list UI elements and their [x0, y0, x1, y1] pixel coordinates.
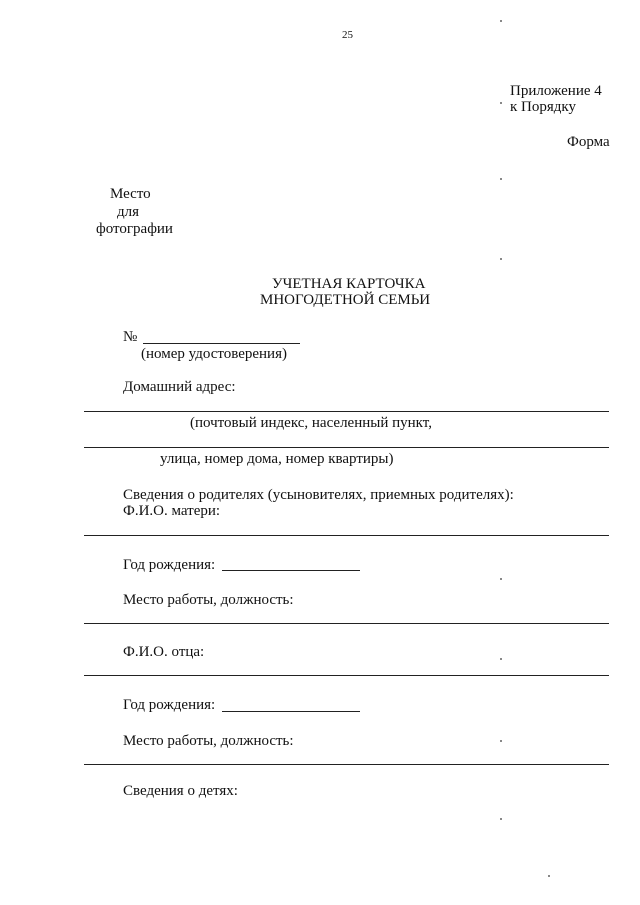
photo-place-line3: фотографии — [96, 221, 173, 237]
scan-speck — [500, 102, 502, 104]
mother-birth-year-field[interactable] — [222, 570, 360, 571]
father-name-label: Ф.И.О. отца: — [123, 644, 205, 660]
address-hint-1: (почтовый индекс, населенный пункт, — [190, 415, 432, 431]
scan-speck — [500, 258, 502, 260]
mother-work-label: Место работы, должность: — [123, 592, 294, 608]
address-hint-2: улица, номер дома, номер квартиры) — [160, 451, 394, 467]
photo-place-line1: Место — [110, 186, 151, 202]
mother-work-field[interactable] — [84, 623, 609, 624]
scan-speck — [500, 20, 502, 22]
scan-speck — [500, 740, 502, 742]
scan-speck — [500, 178, 502, 180]
document-title-line2: МНОГОДЕТНОЙ СЕМЬИ — [260, 292, 431, 308]
father-name-field[interactable] — [84, 675, 609, 676]
children-info-label: Сведения о детях: — [123, 783, 238, 799]
scan-speck — [500, 578, 502, 580]
father-birth-year-label: Год рождения: — [123, 697, 216, 713]
father-work-field[interactable] — [84, 764, 609, 765]
father-birth-year-field[interactable] — [222, 711, 360, 712]
appendix-label: Приложение 4 — [510, 83, 602, 99]
father-work-label: Место работы, должность: — [123, 733, 294, 749]
address-field-1[interactable] — [84, 411, 609, 412]
photo-place-line2: для — [117, 204, 140, 220]
parents-info-label: Сведения о родителях (усыновителях, приемных родителях): — [123, 487, 514, 503]
mother-name-field[interactable] — [84, 535, 609, 536]
certificate-number-hint: (номер удостоверения) — [141, 346, 287, 362]
mother-name-label: Ф.И.О. матери: — [123, 503, 221, 519]
document-title-line1: УЧЕТНАЯ КАРТОЧКА — [272, 276, 426, 292]
form-label: Форма — [567, 134, 610, 150]
mother-birth-year-label: Год рождения: — [123, 557, 216, 573]
scan-speck — [500, 818, 502, 820]
page-number: 25 — [342, 29, 353, 41]
address-field-2[interactable] — [84, 447, 609, 448]
home-address-label: Домашний адрес: — [123, 379, 236, 395]
order-reference: к Порядку — [510, 99, 576, 115]
scan-speck — [548, 875, 550, 877]
number-sign: № — [123, 329, 138, 345]
certificate-number-field[interactable] — [143, 343, 300, 344]
scan-speck — [500, 658, 502, 660]
